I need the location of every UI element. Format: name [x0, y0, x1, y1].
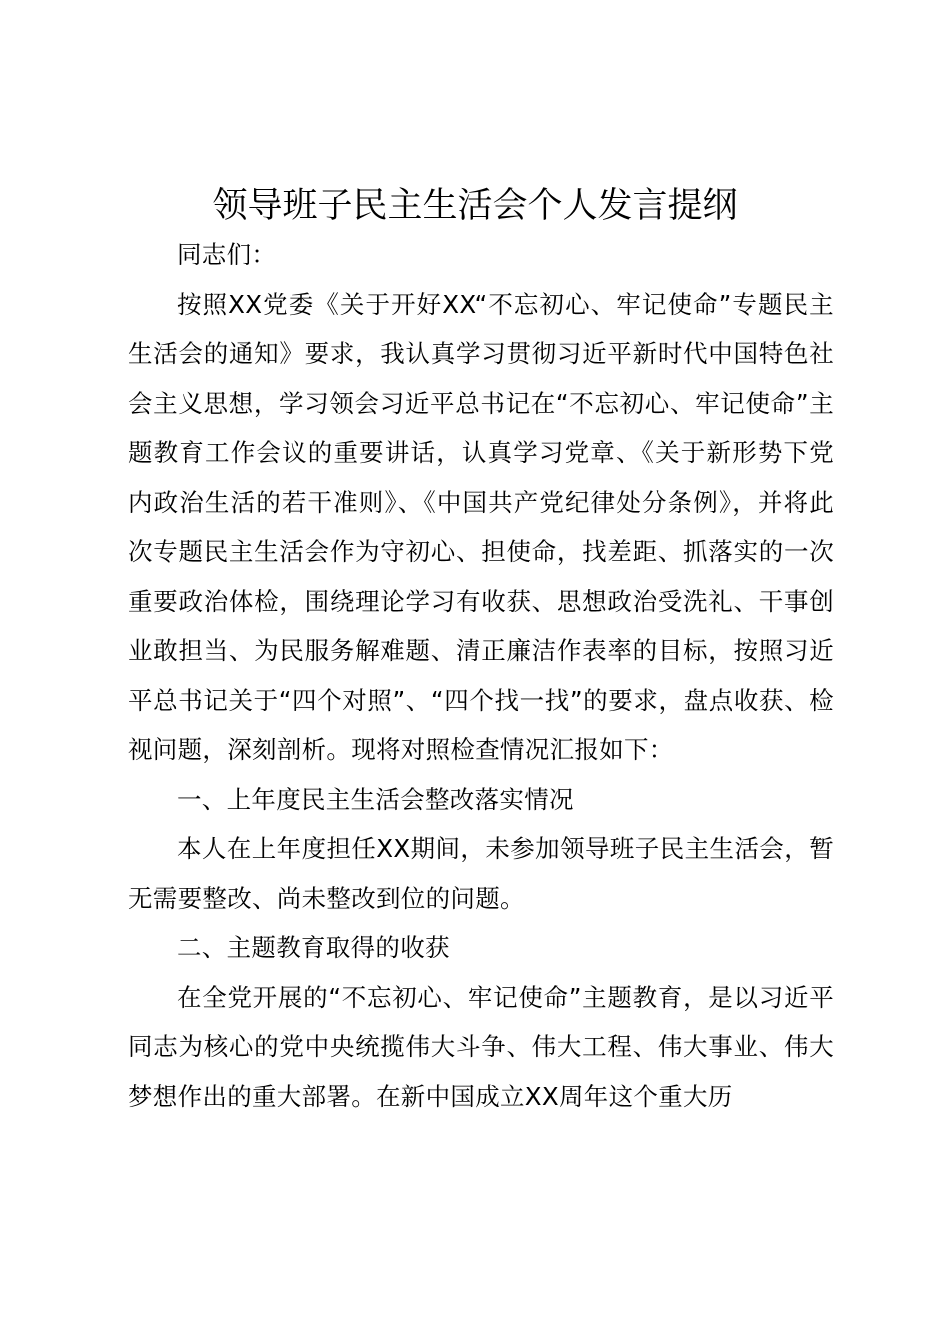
section-heading-1: 一、上年度民主生活会整改落实情况: [177, 784, 574, 814]
salutation: 同志们：: [177, 240, 277, 269]
section-heading-2: 二、主题教育取得的收获: [177, 933, 450, 962]
paragraph-section-2: 在全党开展的“不忘初心、牢记使命”主题教育，是以习近平同志为核心的党中央统揽伟大斗争、伟大工程、伟大事业、伟大梦想作出的重大部署。在新中国成立XX周年这个重大历: [128, 982, 834, 1111]
paragraph-section-1: 本人在上年度担任XX期间，未参加领导班子民主生活会，暂无需要整改、尚未整改到位的问题。: [128, 834, 834, 913]
paragraph-intro: 按照XX党委《关于开好XX“不忘初心、牢记使命”专题民主生活会的通知》要求，我认真学习贯彻习近平新时代中国特色社会主义思想，学习领会习近平总书记在“不忘初心、牢记使命”主题教育工作会议的重要讲话，认真学习党章、《关于新形势下党内政治生活的若干准则》、《中国共产党纪律处分条例》，并将此次专题民主生活会作为守初心、担使命，找差距、抓落实的一次重要政治体检，围绕理论学习有收获、思想政治受洗礼、干事创业敢担当、为民服务解难题、清正廉洁作表率的目标，按照习近平总书记关于“四个对照”、“四个找一找”的要求，盘点收获、检视问题，深刻剖析。现将对照检查情况汇报如下：: [128, 289, 834, 764]
document-body: [128, 230, 834, 1121]
document-title: 领导班子民主生活会个人发言提纲: [212, 186, 738, 226]
